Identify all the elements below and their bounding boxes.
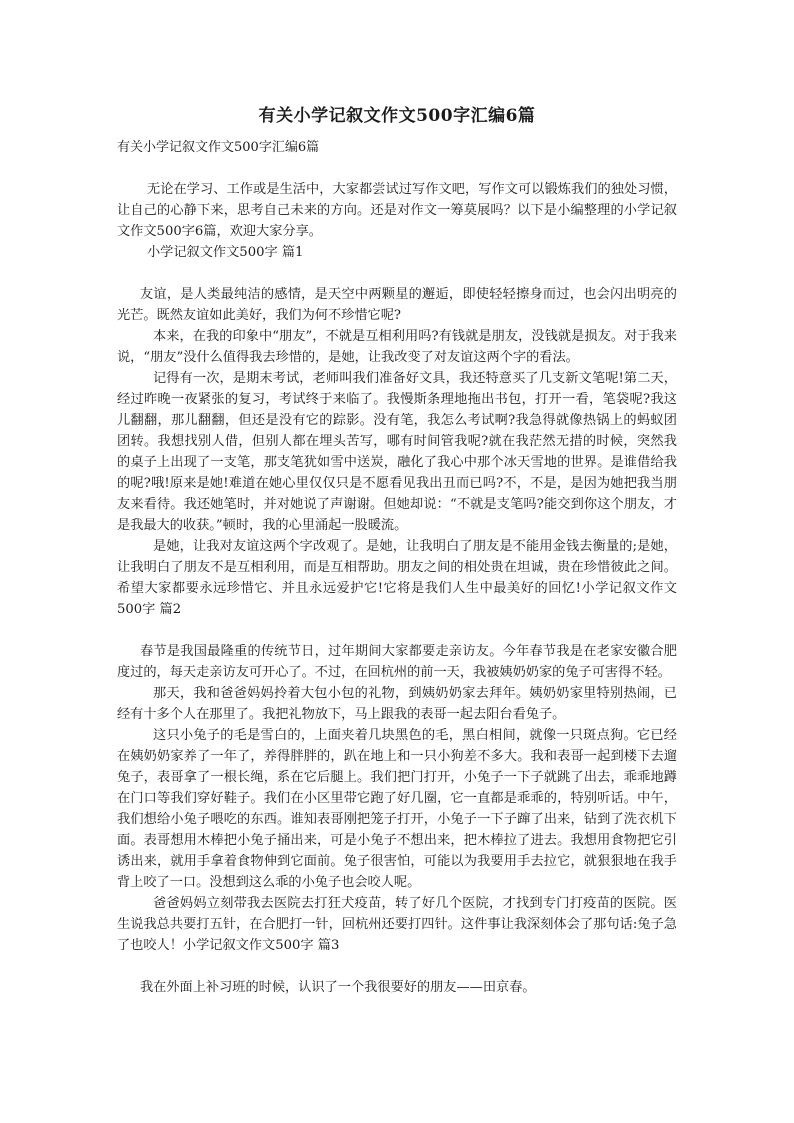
essay-heading-1: 小学记叙文作文500字 篇1 bbox=[147, 245, 304, 260]
essay2-paragraph: 春节是我国最隆重的传统节日，过年期间大家都要走亲访友。今年春节我是在老家安徽合肥度过的，每天走亲访友可开心了。不过，在回杭州的前一天，我被姨奶奶家的兔子可害得不轻。 bbox=[117, 644, 677, 680]
intro-paragraph: 无论在学习、工作或是生活中，大家都尝试过写作文吧，写作文可以锻炼我们的独处习惯，让自己的心静下来，思考自己未来的方向。还是对作文一筹莫展吗？以下是小编整理的小学记叙文作文500字6篇，欢迎大家分享。 bbox=[117, 182, 677, 239]
essay2-paragraph: 爸爸妈妈立刻带我去医院去打狂犬疫苗，转了好几个医院，才找到专门打疫苗的医院。医生说我总共要打五针，在合肥打一针，回杭州还要打四针。这件事让我深刻体会了那句话:兔子急了也咬人！小学记叙文作文500字 篇3 bbox=[117, 896, 677, 953]
spacer bbox=[117, 956, 677, 977]
document-subtitle: 有关小学记叙文作文500字汇编6篇 bbox=[117, 140, 320, 155]
essay2-paragraph: 这只小兔子的毛是雪白的，上面夹着几块黑色的毛，黑白相间，就像一只斑点狗。它已经在姨奶奶家养了一年了，养得胖胖的，趴在地上和一只小狗差不多大。我和表哥一起到楼下去遛兔子，表哥拿了一根长绳，系在它后腿上。我们把门打开，小兔子一下子就跳了出去，乖乖地蹲在门口等我们穿好鞋子。我们在小区里带它跑了好几圈，它一直都是乖乖的，特别听话。中午，我们想给小兔子喂吃的东西。谁知表哥刚把笼子打开，小兔子一下子蹿了出来，钻到了洗衣机下面。表哥想用木棒把小兔子捅出来，可是小兔子不想出来，把木棒拉了进去。我想用食物把它引诱出来，就用手拿着食物伸到它面前。兔子很害怕，可能以为我要用手去拉它，就狠狠地在我手背上咬了一口。没想到这么乖的小兔子也会咬人呢。 bbox=[117, 728, 677, 890]
essay1-paragraph: 本来，在我的印象中“朋友”，不就是互相利用吗?有钱就是朋友，没钱就是损友。对于我来说，“朋友”没什么值得我去珍惜的，是她，让我改变了对友谊这两个字的看法。 bbox=[117, 329, 677, 365]
essay2-paragraph: 那天，我和爸爸妈妈拎着大包小包的礼物，到姨奶奶家去拜年。姨奶奶家里特别热闹，已经有十多个人在那里了。我把礼物放下，马上跟我的表哥一起去阳台看兔子。 bbox=[117, 686, 677, 722]
essay1-paragraph: 记得有一次，是期末考试，老师叫我们准备好文具，我还特意买了几支新文笔呢!第二天，经过昨晚一夜紧张的复习，考试终于来临了。我慢斯条理地拖出书包，打开一看，笔袋呢?我这儿翻翻，那儿翻翻，但还是没有它的踪影。没有笔，我怎么考试啊?我急得就像热锅上的蚂蚁团团转。我想找别人借，但别人都在埋头苦写，哪有时间管我呢?就在我茫然无措的时候，突然我的桌子上出现了一支笔，那支笔犹如雪中送炭，融化了我心中那个冰天雪地的世界。是谁借给我的呢?哦!原来是她!难道在她心里仅仅只是不愿看见我出丑而已吗?不，不是，是因为她把我当朋友来看待。我还她笔时，并对她说了声谢谢。但她却说：“不就是支笔吗?能交到你这个朋友，才是我最大的收获。”顿时，我的心里涌起一股暖流。 bbox=[117, 371, 677, 533]
essay1-paragraph: 友谊，是人类最纯洁的感情，是天空中两颗星的邂逅，即使轻轻擦身而过，也会闪出明亮的光芒。既然友谊如此美好，我们为何不珍惜它呢? bbox=[117, 287, 677, 323]
essay1-paragraph: 是她，让我对友谊这两个字改观了。是她，让我明白了朋友是不能用金钱去衡量的;是她，让我明白了朋友不是互相利用，而是互相帮助。朋友之间的相处贵在坦诚，贵在珍惜彼此之间。希望大家都要永远珍惜它、并且永远爱护它!它将是我们人生中最美好的回忆!小学记叙文作文500字 篇2 bbox=[117, 539, 677, 617]
spacer bbox=[117, 620, 677, 641]
document-body bbox=[117, 179, 677, 998]
document-title: 有关小学记叙文作文500字汇编6篇 bbox=[258, 106, 536, 126]
spacer bbox=[117, 263, 677, 284]
essay3-paragraph: 我在外面上补习班的时候，认识了一个我很要好的朋友——田京春。 bbox=[140, 980, 536, 995]
